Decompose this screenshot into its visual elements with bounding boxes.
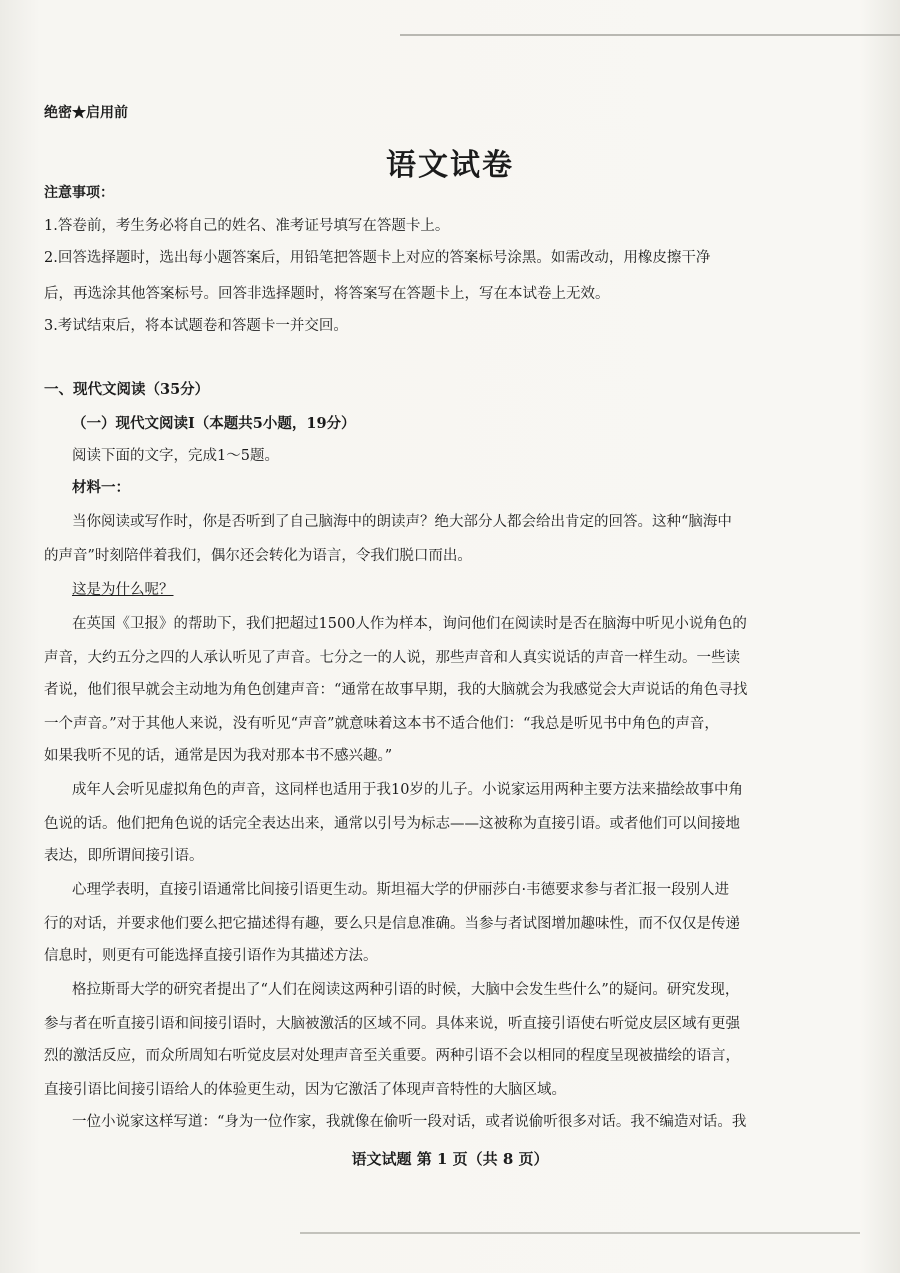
passage-p5-line-2: 行的对话，并要求他们要么把它描述得有趣，要么只是信息准确。当参与者试图增加趣味性，而不仅仅是传递 (44, 916, 740, 932)
secret-mark: 绝密★启用前 (44, 105, 128, 121)
passage-p1-line-1: 当你阅读或写作时，你是否听到了自己脑海中的朗读声？绝大部分人都会给出肯定的回答。这种“脑海中 (72, 514, 732, 530)
material-label: 材料一： (72, 479, 130, 496)
notice-item-1: 1.答卷前，考生务必将自己的姓名、准考证号填写在答题卡上。 (44, 218, 450, 234)
notice-item-3: 3.考试结束后，将本试题卷和答题卡一并交回。 (44, 318, 348, 334)
sub-section-heading: （一）现代文阅读Ⅰ（本题共5小题，19分） (72, 415, 356, 432)
passage-p3-line-2: 声音，大约五分之四的人承认听见了声音。七分之一的人说，那些声音和人真实说话的声音一样生动。一些读 (44, 650, 740, 666)
notice-heading: 注意事项： (44, 185, 114, 201)
reading-instruction: 阅读下面的文字，完成1～5题。 (72, 448, 279, 464)
passage-p7-line-1: 一位小说家这样写道：“身为一位作家，我就像在偷听一段对话，或者说偷听很多对话。我不编造对话。我 (72, 1114, 747, 1130)
page-title: 语文试卷 (386, 148, 514, 183)
passage-p3-line-3: 者说，他们很早就会主动地为角色创建声音：“通常在故事早期，我的大脑就会为我感觉会大声说话的角色寻找 (44, 682, 748, 698)
notice-item-2-line-2: 后，再选涂其他答案标号。回答非选择题时，将答案写在答题卡上，写在本试卷上无效。 (44, 286, 610, 302)
passage-p1-line-2: 的声音”时刻陪伴着我们，偶尔还会转化为语言，令我们脱口而出。 (44, 548, 472, 564)
page-footer: 语文试题 第 1 页（共 8 页） (351, 1150, 549, 1168)
passage-p6-line-2: 参与者在听直接引语和间接引语时，大脑被激活的区域不同。具体来说，听直接引语使右听觉皮层区域有更强 (44, 1016, 740, 1032)
top-scan-rule (400, 34, 900, 36)
passage-p4-line-2: 色说的话。他们把角色说的话完全表达出来，通常以引号为标志——这被称为直接引语。或者他们可以间接地 (44, 816, 740, 832)
section-heading: 一、现代文阅读（35分） (44, 381, 210, 398)
bottom-scan-rule (300, 1232, 860, 1234)
passage-p2: 这是为什么呢？ (72, 582, 174, 598)
passage-p4-line-1: 成年人会听见虚拟角色的声音，这同样也适用于我10岁的儿子。小说家运用两种主要方法来描绘故事中角 (72, 782, 743, 798)
notice-item-2-line-1: 2.回答选择题时，选出每小题答案后，用铅笔把答题卡上对应的答案标号涂黑。如需改动，用橡皮擦干净 (44, 250, 711, 266)
passage-p3-line-4: 一个声音。”对于其他人来说，没有听见“声音”就意味着这本书不适合他们：“我总是听见书中角色的声音， (44, 716, 719, 732)
passage-p4-line-3: 表达，即所谓间接引语。 (44, 848, 204, 864)
passage-p6-line-4: 直接引语比间接引语给人的体验更生动，因为它激活了体现声音特性的大脑区域。 (44, 1082, 566, 1098)
passage-p3-line-1: 在英国《卫报》的帮助下，我们把超过1500人作为样本，询问他们在阅读时是否在脑海中听见小说角色的 (72, 616, 747, 632)
passage-p5-line-1: 心理学表明，直接引语通常比间接引语更生动。斯坦福大学的伊丽莎白·韦德要求参与者汇报一段别人进 (72, 882, 730, 898)
passage-p5-line-3: 信息时，则更有可能选择直接引语作为其描述方法。 (44, 948, 378, 964)
passage-p6-line-3: 烈的激活反应，而众所周知右听觉皮层对处理声音至关重要。两种引语不会以相同的程度呈现被描绘的语言， (44, 1048, 740, 1064)
passage-p6-line-1: 格拉斯哥大学的研究者提出了“人们在阅读这两种引语的时候，大脑中会发生些什么”的疑问。研究发现， (72, 982, 740, 998)
passage-p3-line-5: 如果我听不见的话，通常是因为我对那本书不感兴趣。” (44, 748, 393, 764)
